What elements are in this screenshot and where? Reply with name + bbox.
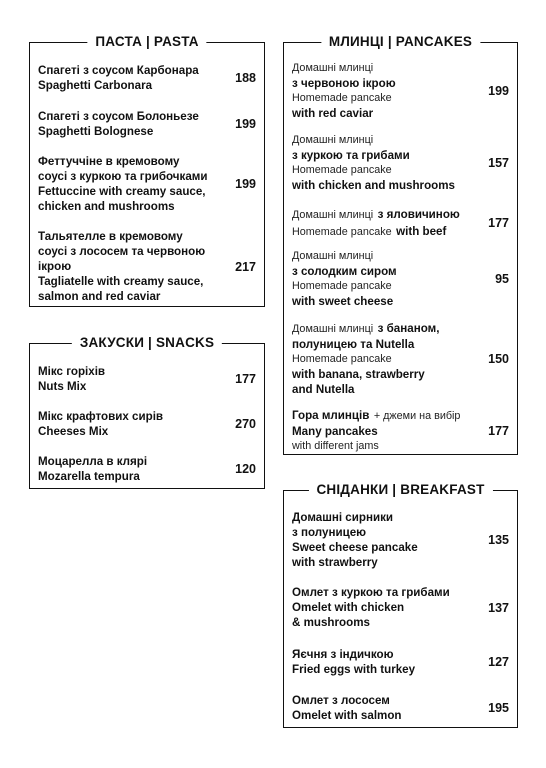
item-name-en: with chicken and mushrooms — [292, 179, 455, 192]
item-name-en: and Nutella — [292, 383, 355, 396]
item-name-ua: Мікс горіхів — [38, 365, 106, 378]
pasta-title: ПАСТА | PASTA — [87, 33, 206, 51]
item-name-en: & mushrooms — [292, 616, 370, 629]
item-name-en: Mozarella tempura — [38, 470, 140, 483]
item-desc-en: Homemade pancake — [292, 92, 392, 104]
item-name-en: Fettuccine with creamy sauce, — [38, 185, 206, 198]
menu-item-pancake-sweet-cheese — [292, 249, 509, 309]
item-name-ua: з куркою та грибами — [292, 149, 410, 162]
item-name-en: salmon and red caviar — [38, 290, 161, 303]
menu-item-mozarella-tempura — [38, 454, 256, 484]
item-name-en: with red caviar — [292, 107, 374, 120]
item-price: 195 — [488, 701, 509, 715]
menu-item-sweet-cheese-pancake — [292, 510, 509, 570]
item-name-en: Nuts Mix — [38, 380, 87, 393]
item-name-ua: соусі з куркою та грибочками — [38, 170, 208, 183]
item-name-ua: Омлет з лососем — [292, 694, 390, 707]
item-desc-en: with different jams — [292, 440, 379, 452]
item-name-ua: соусі з лососем та червоною — [38, 245, 206, 258]
item-name-ua: Моцарелла в клярі — [38, 455, 148, 468]
item-name-ua: ікрою — [38, 260, 72, 273]
item-name-ua: Тальятелле в кремовому — [38, 230, 183, 243]
item-desc-en: Homemade pancake — [292, 164, 392, 176]
item-name-ua: Мікс крафтових сирів — [38, 410, 164, 423]
item-desc-ua: Домашні млинці — [292, 209, 374, 221]
item-name-en: Tagliatelle with creamy sauce, — [38, 275, 204, 288]
item-desc-ua: + джеми на вибір — [373, 410, 461, 422]
menu-item-many-pancakes — [292, 407, 509, 454]
item-name-en: Spaghetti Carbonara — [38, 79, 153, 92]
item-price: 217 — [235, 259, 256, 274]
item-name-en: with strawberry — [292, 556, 378, 569]
menu-item-omelet-salmon — [292, 693, 509, 723]
item-price: 135 — [488, 533, 509, 547]
menu-item-pancake-beef — [292, 206, 509, 240]
snacks-title: ЗАКУСКИ | SNACKS — [72, 334, 222, 352]
item-desc-en: Homemade pancake — [292, 226, 392, 238]
item-name-en: Omelet with chicken — [292, 601, 405, 614]
item-name-ua: Спагеті з соусом Болоньезе — [38, 110, 199, 123]
item-name-ua: Феттуччіне в кремовому — [38, 155, 180, 168]
item-price: 150 — [488, 351, 509, 366]
item-name-ua: з бананом, — [377, 322, 440, 335]
item-name-ua: з червоною ікрою — [292, 77, 396, 90]
item-desc-en: Homemade pancake — [292, 280, 392, 292]
item-name-en: with beef — [396, 225, 447, 238]
menu-item-pancake-red-caviar — [292, 61, 509, 121]
item-name-en: Many pancakes — [292, 425, 378, 438]
item-price: 120 — [235, 462, 256, 476]
item-name-ua: Гора млинців — [292, 409, 370, 422]
item-price: 177 — [235, 372, 256, 386]
menu-item-fried-eggs-turkey — [292, 647, 509, 677]
item-name-en: Fried eggs with turkey — [292, 663, 416, 676]
item-name-ua: з солодким сиром — [292, 265, 397, 278]
menu-item-pancake-chicken-mushrooms — [292, 133, 509, 193]
item-desc-ua: Домашні млинці — [292, 134, 374, 146]
menu-item-pancake-banana-nutella — [292, 320, 509, 397]
item-name-ua: з яловичиною — [377, 208, 460, 221]
breakfast-section — [283, 482, 518, 728]
item-name-en: Cheeses Mix — [38, 425, 109, 438]
menu-item-omelet-chicken — [292, 585, 509, 630]
item-name-ua: полуницею та Nutella — [292, 338, 415, 351]
item-name-en: Omelet with salmon — [292, 709, 402, 722]
item-price: 177 — [488, 216, 509, 230]
item-name-ua: Домашні сирники — [292, 511, 394, 524]
breakfast-title: СНІДАНКИ | BREAKFAST — [308, 481, 492, 499]
pancakes-title: МЛИНЦІ | PANCAKES — [321, 33, 480, 51]
item-price: 177 — [488, 423, 509, 438]
item-price: 199 — [235, 177, 256, 191]
pasta-section — [29, 34, 265, 307]
item-name-ua: Яєчня з індичкою — [292, 648, 394, 661]
item-name-en: Spaghetti Bolognese — [38, 125, 154, 138]
item-desc-ua: Домашні млинці — [292, 62, 374, 74]
item-price: 199 — [235, 117, 256, 131]
item-price: 188 — [235, 71, 256, 85]
item-name-en: chicken and mushrooms — [38, 200, 175, 213]
menu-item-fettuccine — [38, 154, 256, 214]
snacks-section — [29, 335, 265, 489]
item-name-ua: з полуницею — [292, 526, 367, 539]
item-price: 270 — [235, 417, 256, 431]
item-price: 157 — [488, 156, 509, 170]
menu-item-spaghetti-bolognese — [38, 109, 256, 139]
menu-item-tagliatelle — [38, 229, 256, 304]
item-desc-en: Homemade pancake — [292, 353, 392, 365]
item-price: 137 — [488, 600, 509, 615]
item-name-ua: Омлет з куркою та грибами — [292, 586, 450, 599]
item-desc-ua: Домашні млинці — [292, 250, 374, 262]
menu-item-cheeses-mix — [38, 409, 256, 439]
item-price: 127 — [488, 655, 509, 669]
item-name-en: with sweet cheese — [292, 295, 394, 308]
menu-item-nuts-mix — [38, 364, 256, 394]
menu-item-spaghetti-carbonara — [38, 63, 256, 93]
item-name-en: with banana, strawberry — [292, 368, 425, 381]
item-price: 95 — [495, 272, 509, 286]
item-price: 199 — [488, 84, 509, 98]
item-name-ua: Спагеті з соусом Карбонара — [38, 64, 199, 77]
pancakes-section — [283, 34, 518, 455]
item-desc-ua: Домашні млинці — [292, 323, 374, 335]
item-name-en: Sweet cheese pancake — [292, 541, 418, 554]
